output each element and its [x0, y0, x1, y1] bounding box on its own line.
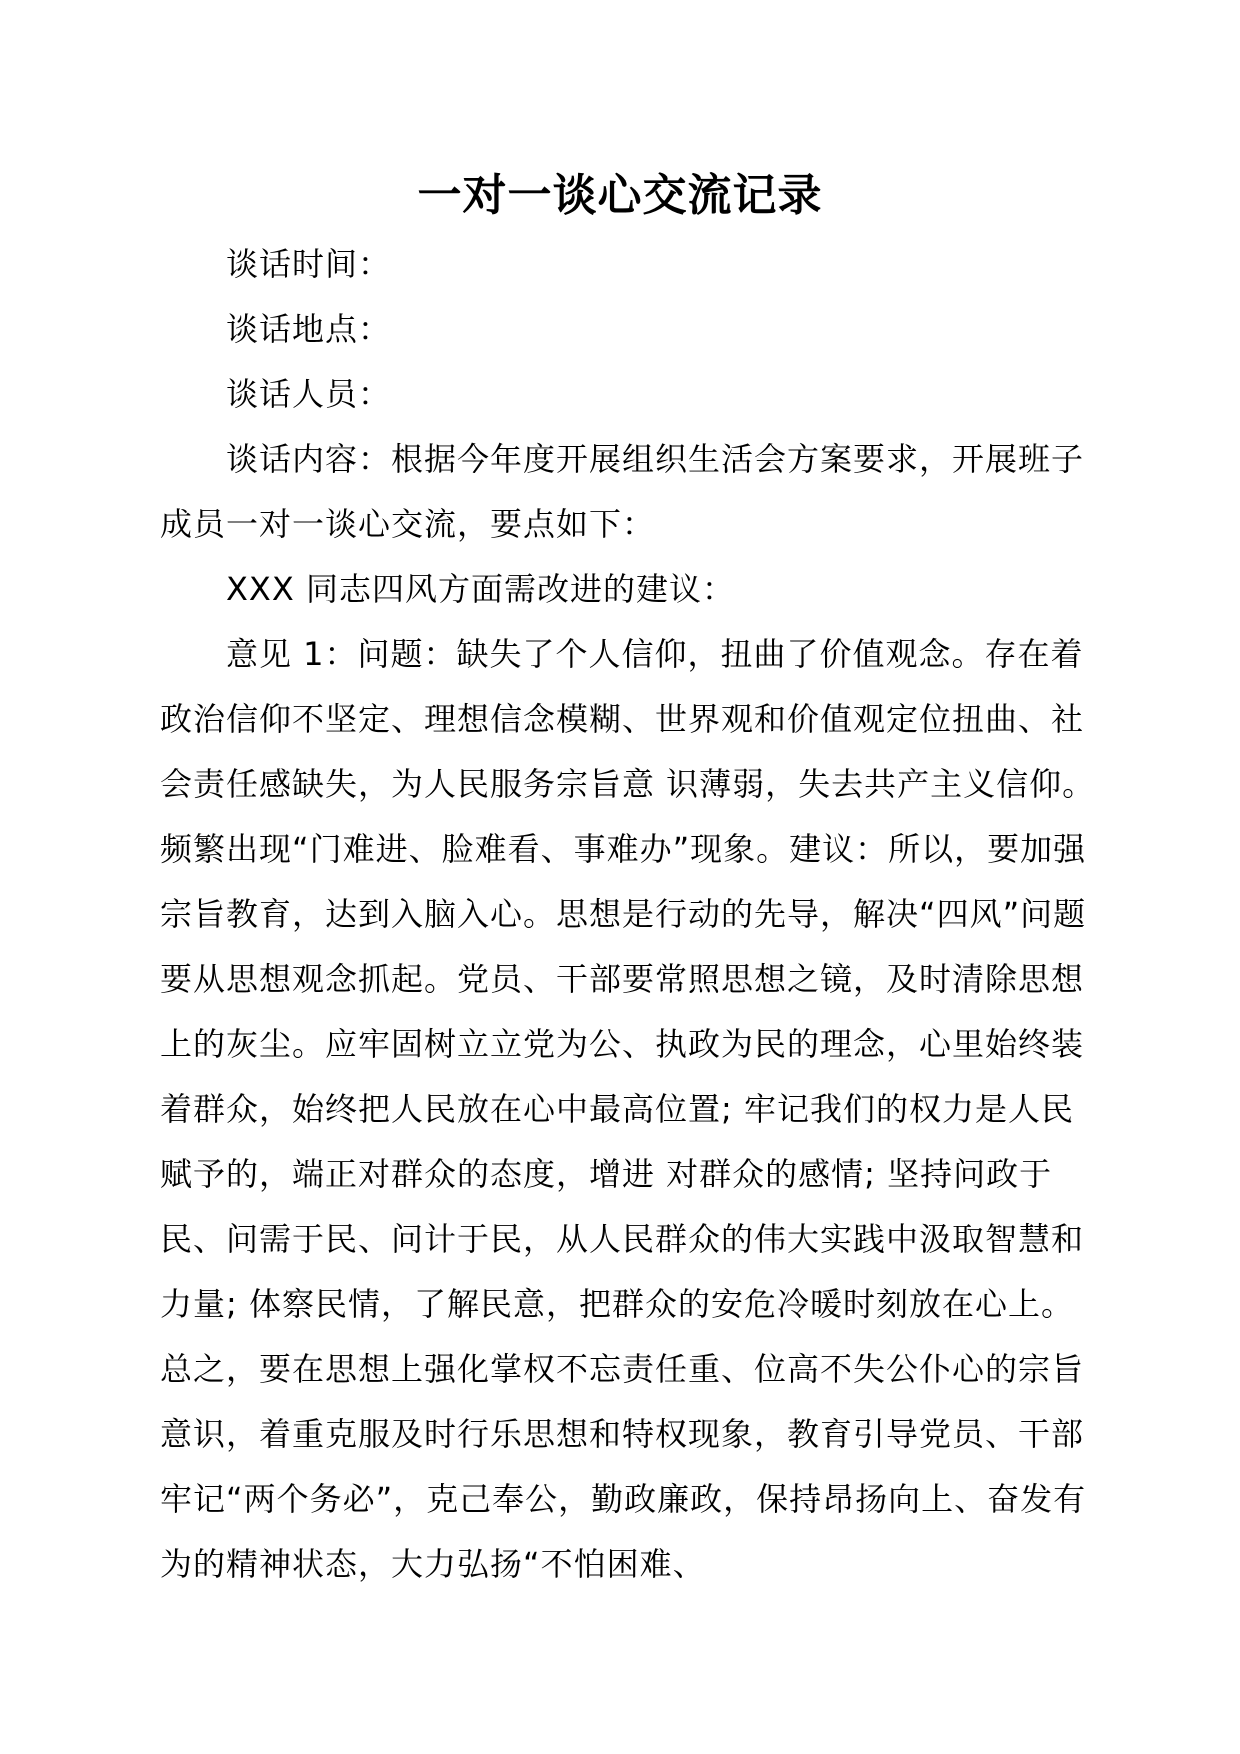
field-talk-time [160, 232, 1098, 297]
field-label-talk-location: 谈话地点： [226, 310, 392, 348]
document-title: 一对一谈心交流记录 [417, 170, 823, 221]
field-talk-participants [160, 362, 1098, 427]
section-heading: XXX 同志四风方面需改进的建议： [226, 570, 735, 608]
talk-content-intro: 根据今年度开展组织生活会方案要求，开展班子成员一对一谈心交流，要点如下： [160, 440, 1085, 543]
field-talk-location [160, 297, 1098, 362]
talk-content-paragraph [160, 427, 1098, 557]
opinion-1-paragraph: 意见 1：问题：缺失了个人信仰，扭曲了价值观念。存在着政治信仰不坚定、理想信念模糊、世界观和价值观定位扭曲、社会责任感缺失，为人民服务宗旨意 识薄弱，失去共产主义信仰。频繁出现“门难进、脸难看、事难办”现象。建议：所以，要加强宗旨教育，达到入脑入心。思想是行动的先导，解决“四风”问题要从思想观念抓起。党员、干部要常照思想之镜，及时清除思想上的灰尘。应牢固树立立党为公、执政为民的理念，心里始终装着群众，始终把人民放在心中最高位置; 牢记我们的权力是人民赋予的，端正对群众的态度，增进 对群众的感情; 坚持问政于民、问需于民、问计于民，从人民群众的伟大实践中汲取智慧和力量; 体察民情，了解民意，把群众的安危冷暖时刻放在心上。总之，要在思想上强化掌权不忘责任重、位高不失公仆心的宗旨意识，着重克服及时行乐思想和特权现象，教育引导党员、干部牢记“两个务必”，克己奉公，勤政廉政，保持昂扬向上、奋发有为的精神状态，大力弘扬“不怕困难、 [160, 635, 1096, 1583]
field-label-talk-participants: 谈话人员： [226, 375, 392, 413]
talk-content-label: 谈话内容： [226, 440, 392, 478]
document-body [160, 232, 1098, 1597]
field-label-talk-time: 谈话时间： [226, 245, 392, 283]
